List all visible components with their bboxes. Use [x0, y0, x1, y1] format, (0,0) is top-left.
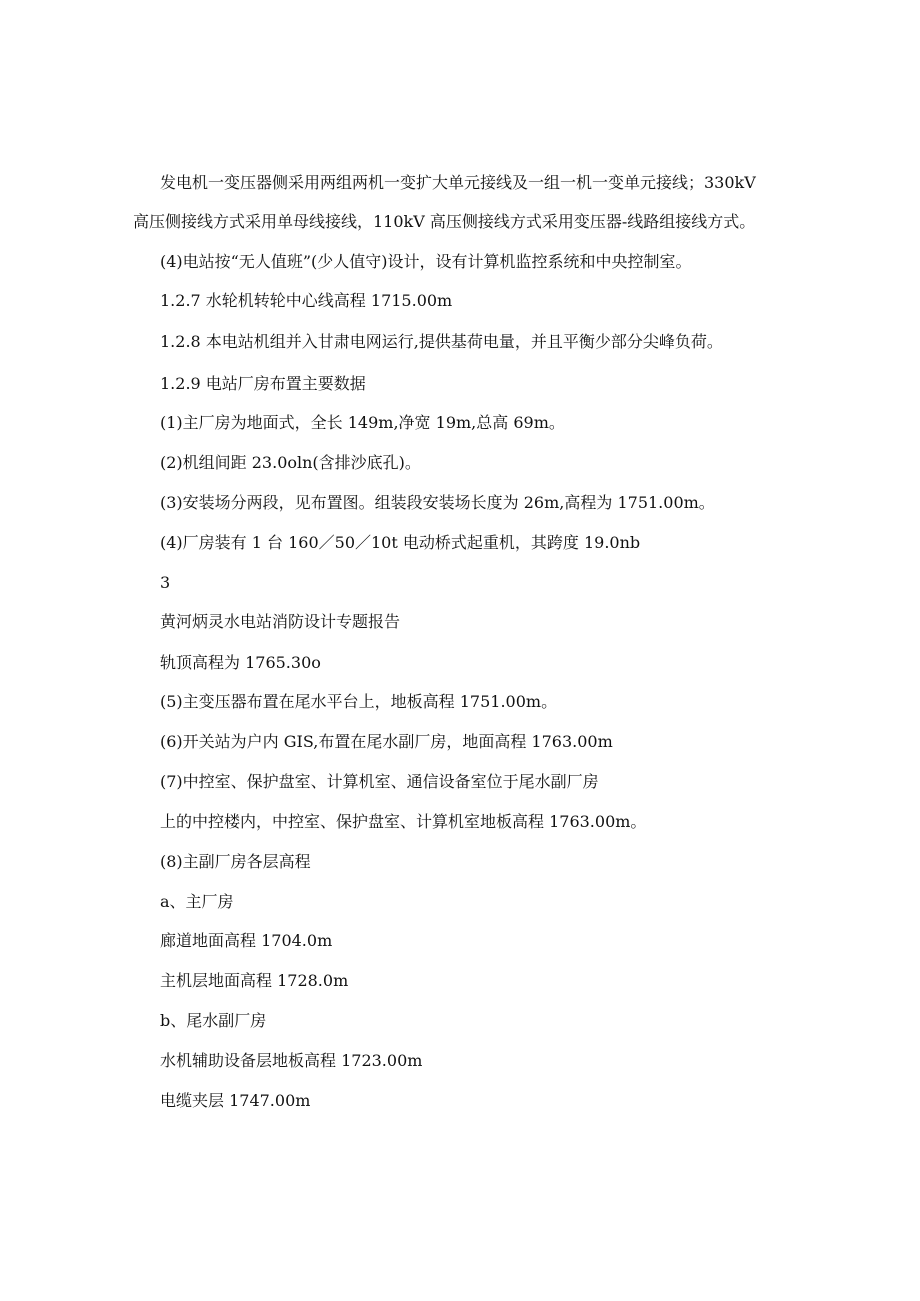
text-line-17: 上的中控楼内，中控室、保护盘室、计算机室地板高程 1763.00m。: [160, 812, 647, 831]
text-line-1: 发电机一变压器侧采用两组两机一变扩大单元接线及一组一机一变单元接线；330kV: [160, 173, 756, 192]
text-line-9: (3)安装场分两段，见布置图。组装段安装场长度为 26m,高程为 1751.00m。: [160, 493, 715, 512]
text-line-18: (8)主副厂房各层高程: [160, 852, 311, 871]
section-heading-1-2-8: 1.2.8 本电站机组并入甘肃电网运行,提供基荷电量，并且平衡少部分尖峰负荷。: [160, 332, 723, 351]
page-number: 3: [160, 573, 171, 592]
text-line-22: b、尾水副厂房: [160, 1011, 267, 1030]
text-line-21: 主机层地面高程 1728.0m: [160, 971, 349, 990]
section-heading-1-2-7: 1.2.7 水轮机转轮中心线高程 1715.00m: [160, 291, 453, 310]
text-line-8: (2)机组间距 23.0oln(含排沙底孔)。: [160, 453, 421, 472]
text-line-15: (6)开关站为户内 GIS,布置在尾水副厂房，地面高程 1763.00m: [160, 732, 613, 751]
text-line-14: (5)主变压器布置在尾水平台上，地板高程 1751.00m。: [160, 692, 558, 711]
section-heading-1-2-9: 1.2.9 电站厂房布置主要数据: [160, 374, 366, 393]
text-line-3: (4)电站按“无人值班”(少人值守)设计，设有计算机监控系统和中央控制室。: [160, 252, 692, 271]
text-line-23: 水机辅助设备层地板高程 1723.00m: [160, 1051, 423, 1070]
text-line-13: 轨顶高程为 1765.30o: [160, 653, 321, 672]
text-line-7: (1)主厂房为地面式，全长 149m,净宽 19m,总高 69m。: [160, 413, 565, 432]
report-title: 黄河炳灵水电站消防设计专题报告: [160, 612, 401, 631]
text-line-20: 廊道地面高程 1704.0m: [160, 931, 333, 950]
text-line-16: (7)中控室、保护盘室、计算机室、通信设备室位于尾水副厂房: [160, 772, 599, 791]
text-line-19: a、主厂房: [160, 892, 234, 911]
text-line-10: (4)厂房装有 1 台 160／50／10t 电动桥式起重机，其跨度 19.0nb: [160, 533, 641, 552]
text-line-2: 高压侧接线方式采用单母线接线，110kV 高压侧接线方式采用变压器-线路组接线方式。: [133, 212, 756, 231]
text-line-24: 电缆夹层 1747.00m: [160, 1091, 311, 1110]
